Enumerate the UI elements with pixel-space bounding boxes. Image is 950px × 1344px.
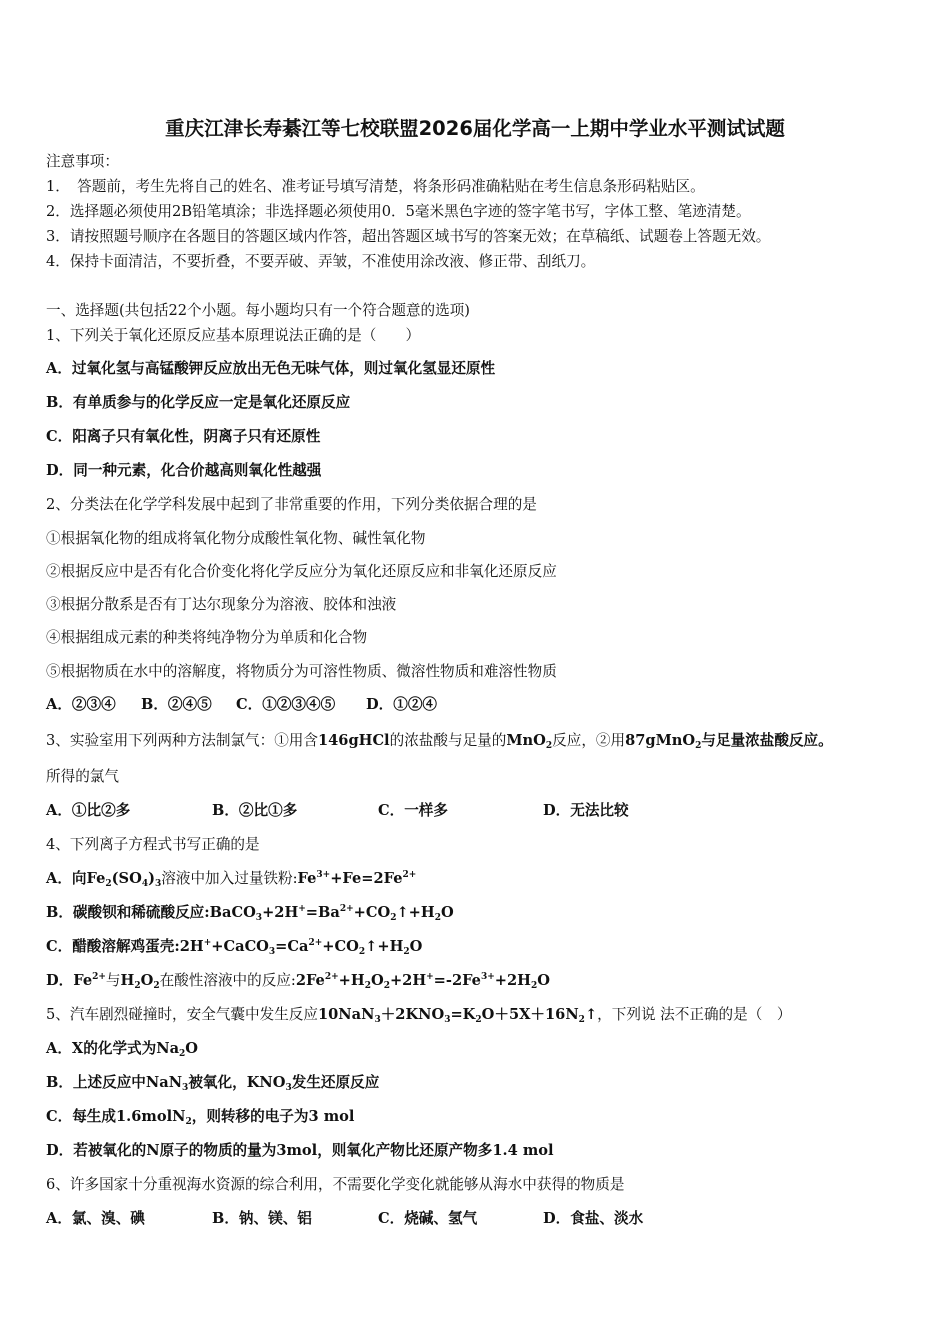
q4a-f: (SO	[111, 870, 142, 887]
q4a-s: 2	[105, 879, 112, 889]
question-3-option-b: B．②比①多	[212, 802, 298, 819]
q4c-f: ↑+H	[365, 938, 404, 955]
question-3-option-a: A．①比②多	[46, 802, 131, 819]
question-3-stem-2: 所得的氯气	[46, 768, 119, 785]
q3-text-e: 反应，②用	[552, 732, 626, 749]
q5a-s: 2	[179, 1049, 186, 1059]
q5d-t: ，则氧化产物比还原产物多	[317, 1142, 493, 1159]
q4b-p: +	[298, 904, 306, 914]
q4c-t: C．醋酸溶解鸡蛋壳:	[46, 938, 180, 955]
question-1-option-b: B．有单质参与的化学反应一定是氧化还原反应	[46, 394, 351, 411]
q4b-f: O	[440, 904, 454, 921]
question-1-option-a: A．过氧化氢与高锰酸钾反应放出无色无味气体，则过氧化氢显还原性	[46, 360, 496, 377]
question-4-option-b	[46, 903, 454, 923]
q5c-f: 1.6molN	[116, 1108, 186, 1125]
q5a-f: X	[71, 1040, 84, 1057]
q5-f: O＋5X＋16N	[481, 1006, 579, 1023]
q5-s: 2	[578, 1015, 585, 1025]
q4d-t: 在酸性溶液中的反应:	[159, 972, 296, 989]
q4c-s: 3	[268, 947, 276, 957]
q4c-f: O	[409, 938, 423, 955]
question-5-option-d	[46, 1141, 554, 1161]
q4d-f: +2H	[494, 972, 531, 989]
q3-text-g: 与足量浓盐酸反应。	[701, 732, 833, 749]
question-3-option-d: D．无法比较	[543, 802, 629, 819]
question-1-option-c: C．阳离子只有氧化性，阴离子只有还原性	[46, 428, 321, 445]
q4d-p: +	[426, 972, 434, 982]
q5a-t: A．	[46, 1040, 72, 1057]
q4d-p: 2+	[324, 972, 339, 982]
q4b-p: 2+	[339, 904, 354, 914]
q5-t: ，下列说 法不正确的是（ ）	[597, 1006, 792, 1023]
question-6-option-a: A．氯、溴、碘	[46, 1210, 145, 1227]
q4d-f: +2H	[389, 972, 427, 989]
page-title: 重庆江津长寿綦江等七校联盟2026届化学高一上期中学业水平测试试题	[165, 117, 785, 140]
q4a-s: 4	[141, 879, 149, 889]
q4d-p: 3+	[480, 972, 495, 982]
q4d-f: H	[120, 972, 135, 989]
q3-formula-87g	[625, 732, 701, 749]
q4d-s: 2	[153, 981, 160, 991]
q5d-f: N	[146, 1142, 160, 1159]
question-4-option-a	[46, 869, 416, 889]
q5b-s: 3	[285, 1083, 292, 1093]
question-3-option-c: C．一样多	[378, 802, 448, 819]
notice-item-4: 4．保持卡面清洁，不要折叠，不要弄破、弄皱，不准使用涂改液、修正带、刮纸刀。	[46, 253, 596, 270]
question-2-item-5: ⑤根据物质在水中的溶解度，将物质分为可溶性物质、微溶性物质和难溶性物质	[46, 663, 557, 680]
q5-f: ↑	[584, 1006, 598, 1023]
q4d-p: 2+	[92, 972, 106, 982]
question-6-option-b: B．钠、镁、铝	[212, 1210, 312, 1227]
question-2-item-3: ③根据分散系是否有丁达尔现象分为溶液、胶体和浊液	[46, 596, 397, 613]
q3-formula-mno2	[506, 732, 552, 749]
q4c-f: +CaCO	[211, 938, 269, 955]
q4a-f: Fe	[86, 870, 106, 887]
q4d-f: O	[140, 972, 154, 989]
q4d-s: 2	[383, 981, 390, 991]
q4c-p: +	[203, 938, 212, 948]
question-1-option-d: D．同一种元素，化合价越高则氧化性越强	[46, 462, 322, 479]
q5-equation	[318, 1006, 597, 1023]
q4b-s: 2	[434, 913, 441, 923]
q3-text-c: 的浓盐酸与足量的	[389, 732, 507, 749]
q4a-p: 2+	[402, 870, 417, 880]
q4a-s: 3	[154, 879, 162, 889]
q5a-f: Na	[156, 1040, 180, 1057]
q5-s: 2	[475, 1015, 482, 1025]
q4c-p: 2+	[308, 938, 323, 948]
notice-item-2: 2．选择题必须使用2B铅笔填涂；非选择题必须使用0．5毫米黑色字迹的签字笔书写，字体工整、笔迹清楚。	[46, 203, 751, 220]
q5c-t: ，则转移的电子为	[191, 1108, 309, 1125]
question-2-item-2: ②根据反应中是否有化合价变化将化学反应分为氧化还原反应和非氧化还原反应	[46, 563, 557, 580]
q5c-t: C．每生成	[46, 1108, 116, 1125]
q4c-s: 2	[358, 947, 366, 957]
notice-heading: 注意事项：	[46, 153, 119, 170]
q4d-f: +H	[338, 972, 365, 989]
notice-item-3: 3．请按照题号顺序在各题目的答题区域内作答，超出答题区域书写的答案无效；在草稿纸、试题卷上答题无效。	[46, 228, 771, 245]
q4b-s: 2	[390, 913, 397, 923]
q5a-f: O	[185, 1040, 199, 1057]
q4b-f: =Ba	[305, 904, 340, 921]
question-4-stem: 4、下列离子方程式书写正确的是	[46, 836, 260, 853]
question-2-item-1: ①根据氧化物的组成将氧化物分成酸性氧化物、碱性氧化物	[46, 530, 426, 547]
q3-sub-2: 2	[695, 741, 702, 751]
question-2-item-4: ④根据组成元素的种类将纯净物分为单质和化合物	[46, 629, 368, 646]
section-heading: 一、选择题(共包括22个小题。每小题均只有一个符合题意的选项)	[46, 302, 470, 319]
q4a-t: A．向	[46, 870, 87, 887]
q4d-f: =-2Fe	[433, 972, 481, 989]
q4d-f: O	[370, 972, 384, 989]
q4c-f: +CO	[322, 938, 359, 955]
q4b-t: B．碳酸钡和稀硫酸反应:	[46, 904, 210, 921]
question-6-option-d: D．食盐、淡水	[543, 1210, 644, 1227]
question-2-option-b: B．②④⑤	[141, 696, 212, 713]
q4d-s: 2	[134, 981, 141, 991]
q3-sub: 2	[545, 741, 553, 751]
q4b-f: +CO	[353, 904, 391, 921]
q5-s: 3	[374, 1015, 381, 1025]
q5d-f: 3mol	[276, 1142, 318, 1159]
q4a-f: +Fe=2Fe	[330, 870, 403, 887]
q4d-s: 2	[530, 981, 538, 991]
q5b-f: NaN	[145, 1074, 183, 1091]
q5-s: 3	[444, 1015, 451, 1025]
q3-87g: 87gMnO	[625, 732, 696, 749]
q5c-f: 3 mol	[308, 1108, 355, 1125]
q5b-f: KNO	[246, 1074, 286, 1091]
q5b-t: 发生还原反应	[291, 1074, 380, 1091]
q5d-t: 原子的物质的量为	[159, 1142, 277, 1159]
question-6-stem: 6、许多国家十分重视海水资源的综合利用，不需要化学变化就能够从海水中获得的物质是	[46, 1176, 625, 1193]
q4c-f: =Ca	[275, 938, 309, 955]
q5d-f: 1.4 mol	[492, 1142, 554, 1159]
q5-f: =K	[450, 1006, 476, 1023]
q4d-f: Fe	[73, 972, 93, 989]
q4d-f: O	[537, 972, 550, 989]
q5b-t: 被氧化，	[188, 1074, 247, 1091]
q3-text-a: 3、实验室用下列两种方法制氯气：①用含	[46, 732, 318, 749]
q4a-t: 溶液中加入过量铁粉:	[161, 870, 298, 887]
q4d-s: 2	[364, 981, 371, 991]
q5d-t: D．若被氧化的	[46, 1142, 147, 1159]
q3-mno: MnO	[506, 732, 546, 749]
q4d-f: 2Fe	[295, 972, 325, 989]
question-5-option-a	[46, 1039, 198, 1059]
question-2-stem: 2、分类法在化学学科发展中起到了非常重要的作用，下列分类依据合理的是	[46, 496, 537, 513]
q4c-f: 2H	[179, 938, 204, 955]
question-1-stem: 1、下列关于氧化还原反应基本原理说法正确的是（ ）	[46, 327, 421, 344]
q4b-s: 3	[255, 913, 263, 923]
q3-formula-hcl: 146gHCl	[317, 732, 390, 749]
q5c-s: 2	[185, 1117, 192, 1127]
q4a-p: 3+	[316, 870, 331, 880]
q5a-t: 的化学式为	[83, 1040, 157, 1057]
q4c-s: 2	[403, 947, 410, 957]
question-5-option-c	[46, 1107, 354, 1127]
question-4-option-c	[46, 937, 422, 957]
q4b-f: +2H	[262, 904, 299, 921]
question-2-option-d: D．①②④	[366, 696, 438, 713]
q4b-f: ↑+H	[396, 904, 435, 921]
q4a-f: )	[148, 870, 155, 887]
question-5-stem	[46, 1005, 792, 1025]
q4d-t: 与	[105, 972, 121, 989]
q5-t: 5、汽车剧烈碰撞时，安全气囊中发生反应	[46, 1006, 318, 1023]
q5b-t: B．上述反应中	[46, 1074, 146, 1091]
q4b-f: BaCO	[209, 904, 256, 921]
question-6-option-c: C．烧碱、氢气	[378, 1210, 478, 1227]
q4d-t: D．	[46, 972, 74, 989]
question-3-stem	[46, 731, 833, 751]
question-2-option-a: A．②③④	[46, 696, 116, 713]
q4a-f: Fe	[297, 870, 317, 887]
q5b-s: 3	[182, 1083, 189, 1093]
q5-f: 10NaN	[317, 1006, 375, 1023]
question-4-option-d	[46, 971, 550, 991]
question-5-option-b	[46, 1073, 379, 1093]
notice-item-1: 1． 答题前，考生先将自己的姓名、准考证号填写清楚，将条形码准确粘贴在考生信息条形码粘贴区。	[46, 178, 705, 195]
question-2-option-c: C．①②③④⑤	[236, 696, 336, 713]
q5-f: ＋2KNO	[380, 1006, 445, 1023]
